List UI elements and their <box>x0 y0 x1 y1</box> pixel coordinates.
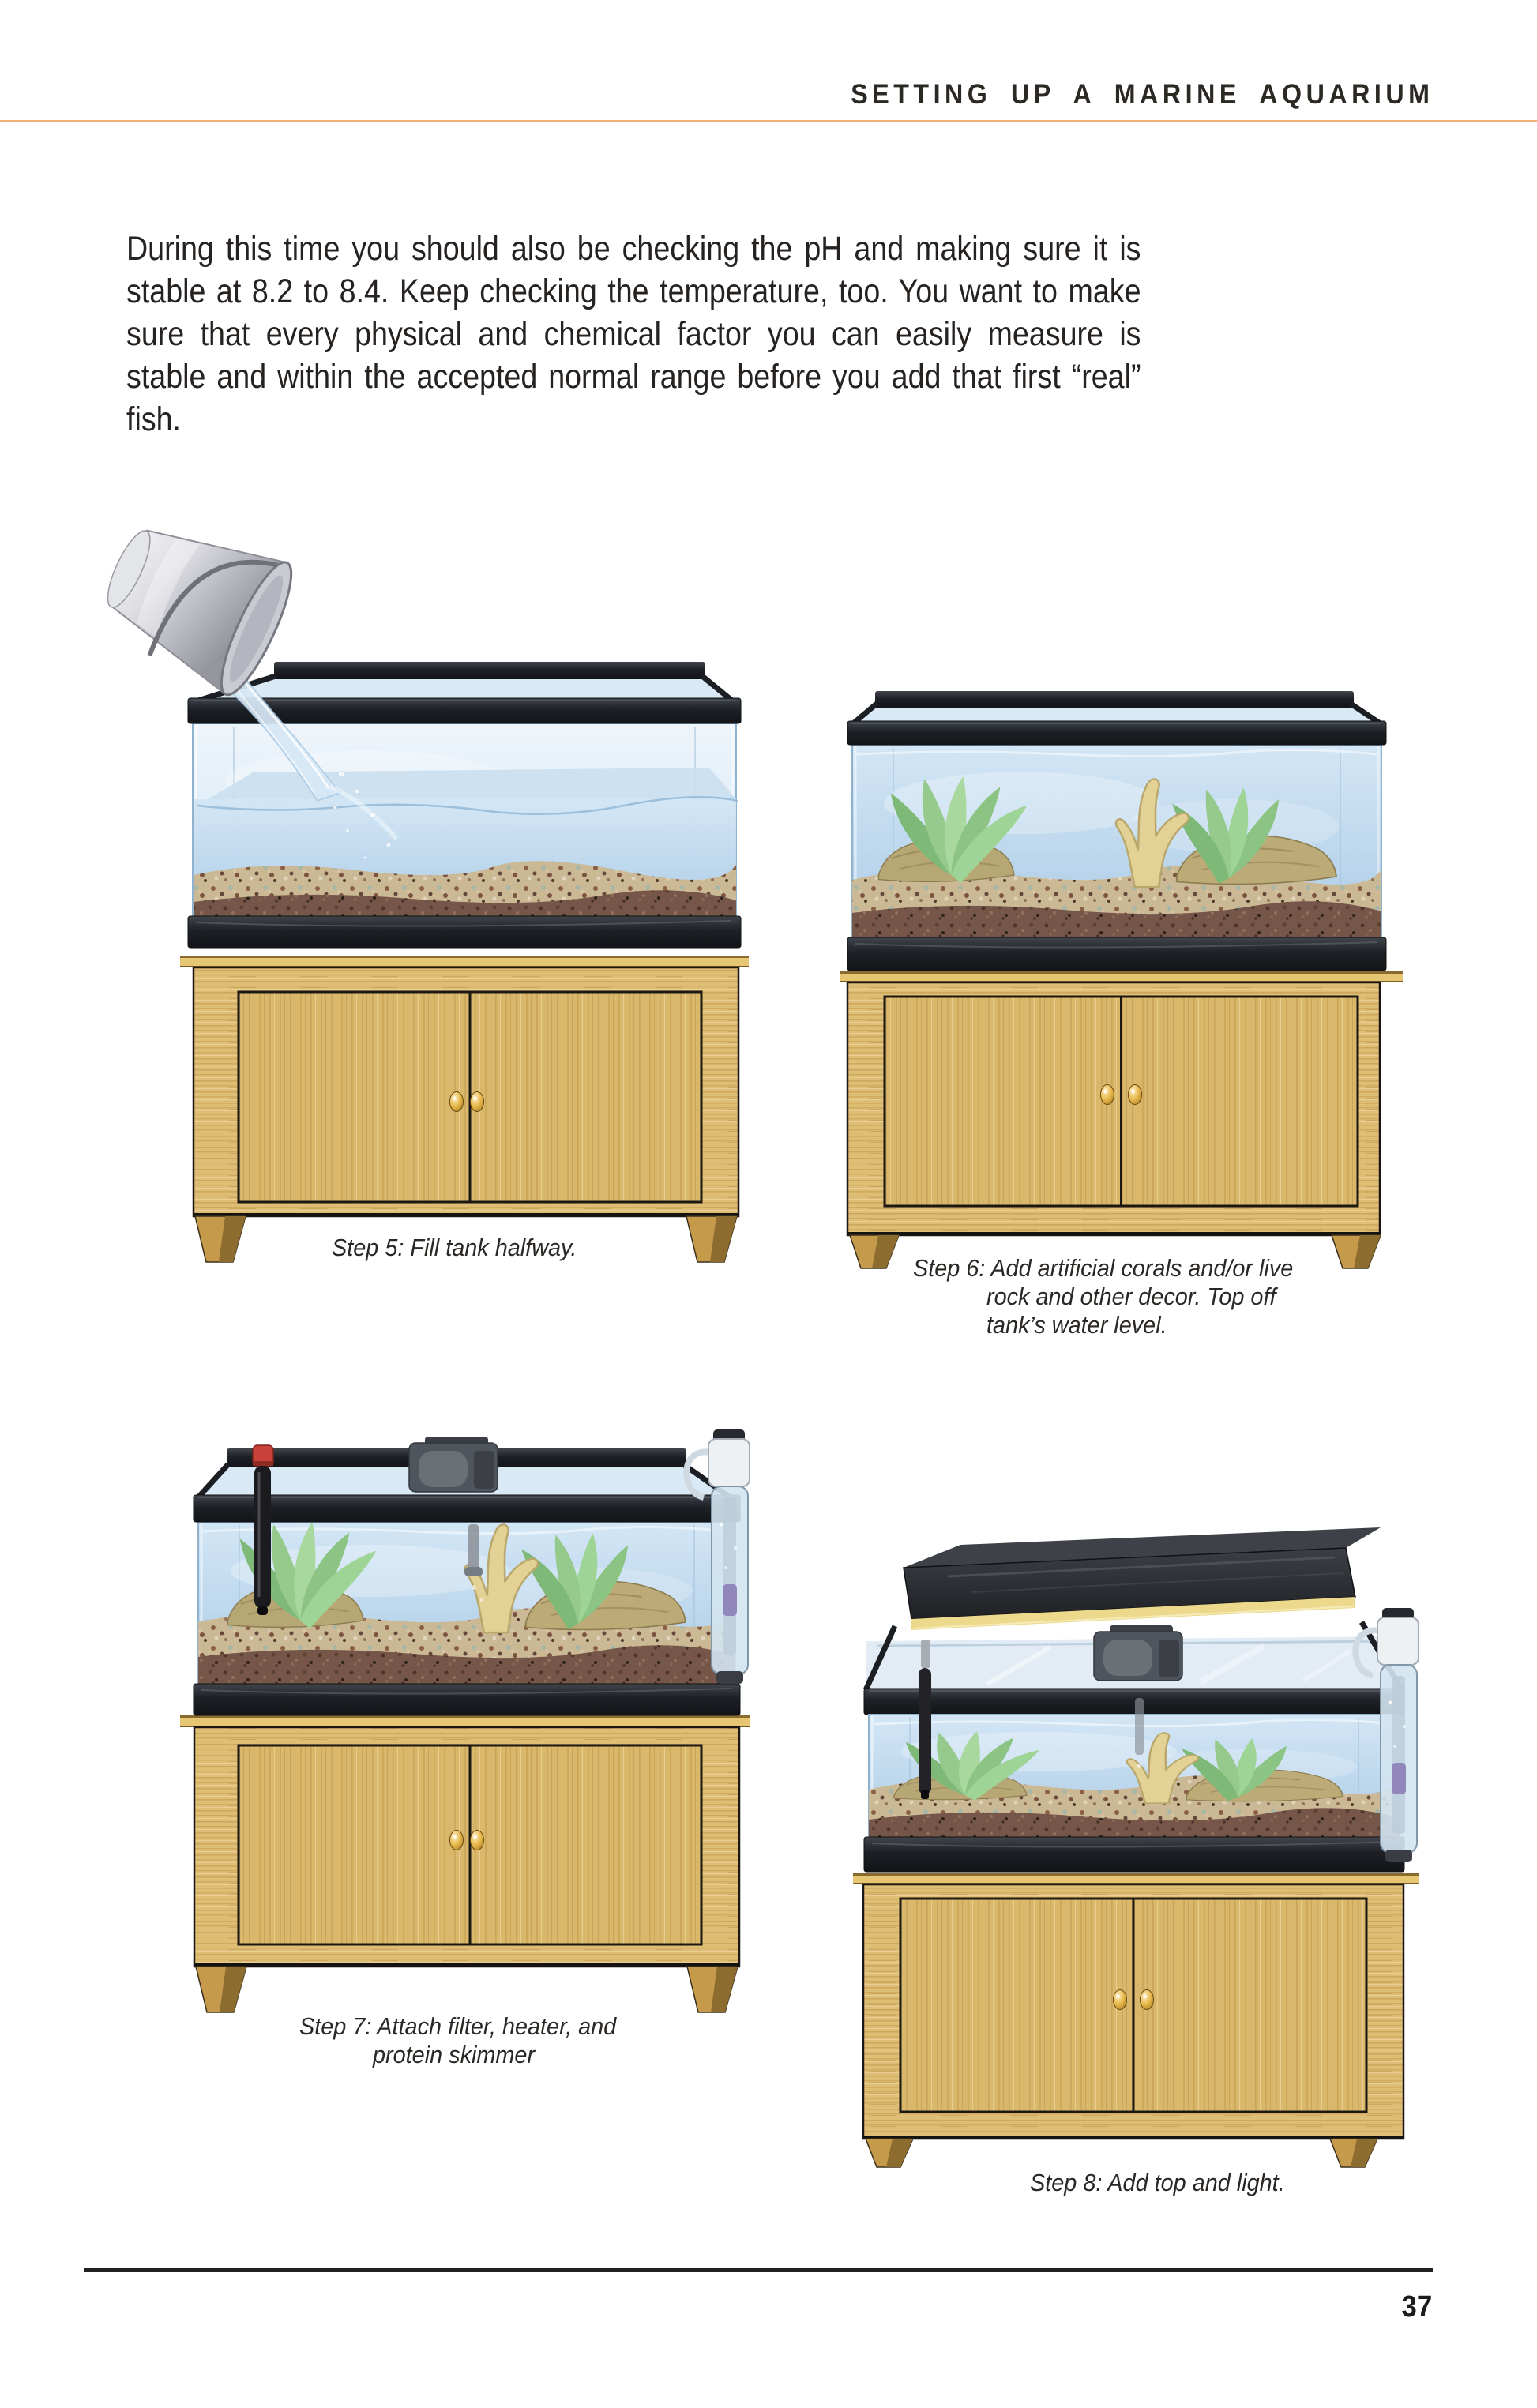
cabinet-stand <box>180 1715 750 2012</box>
figure-step5-art <box>87 498 749 1262</box>
cabinet-stand <box>840 971 1403 1268</box>
bucket-icon <box>87 498 303 701</box>
power-filter <box>409 1437 498 1492</box>
figure-step6-art <box>840 691 1403 1268</box>
accent-bar <box>0 120 1537 133</box>
figure-step8-art <box>853 1527 1419 2167</box>
body-paragraph: During this time you should also be checking the pH and making sure it is stable at 8.2 to 8.4. Keep checking the temperature, too. You want to make sure that every physical and chemical factor you can easily measure is stable and within the accepted normal range before you add that first “real” fish. <box>126 230 1141 438</box>
figure-caption-step6: Step 6: Add artificial corals and/or live rock and other decor. Top off tank’s water level. <box>913 1254 1294 1339</box>
figure-caption-step8: Step 8: Add top and light. <box>1030 2169 1285 2196</box>
page-number: 37 <box>1401 2290 1432 2323</box>
figure-caption-step5: Step 5: Fill tank halfway. <box>332 1234 577 1261</box>
hood-light <box>904 1527 1381 1630</box>
figure-caption-step7: Step 7: Attach filter, heater, and protein skimmer <box>299 2012 617 2068</box>
heater <box>253 1445 273 1615</box>
page-title: SETTING UP A MARINE AQUARIUM <box>850 79 1434 110</box>
footer-rule <box>84 2268 1433 2272</box>
figure-step7-art <box>180 1429 750 2012</box>
cabinet-stand <box>853 1873 1419 2167</box>
cabinet-stand <box>180 956 749 1262</box>
power-filter <box>1094 1625 1182 1681</box>
